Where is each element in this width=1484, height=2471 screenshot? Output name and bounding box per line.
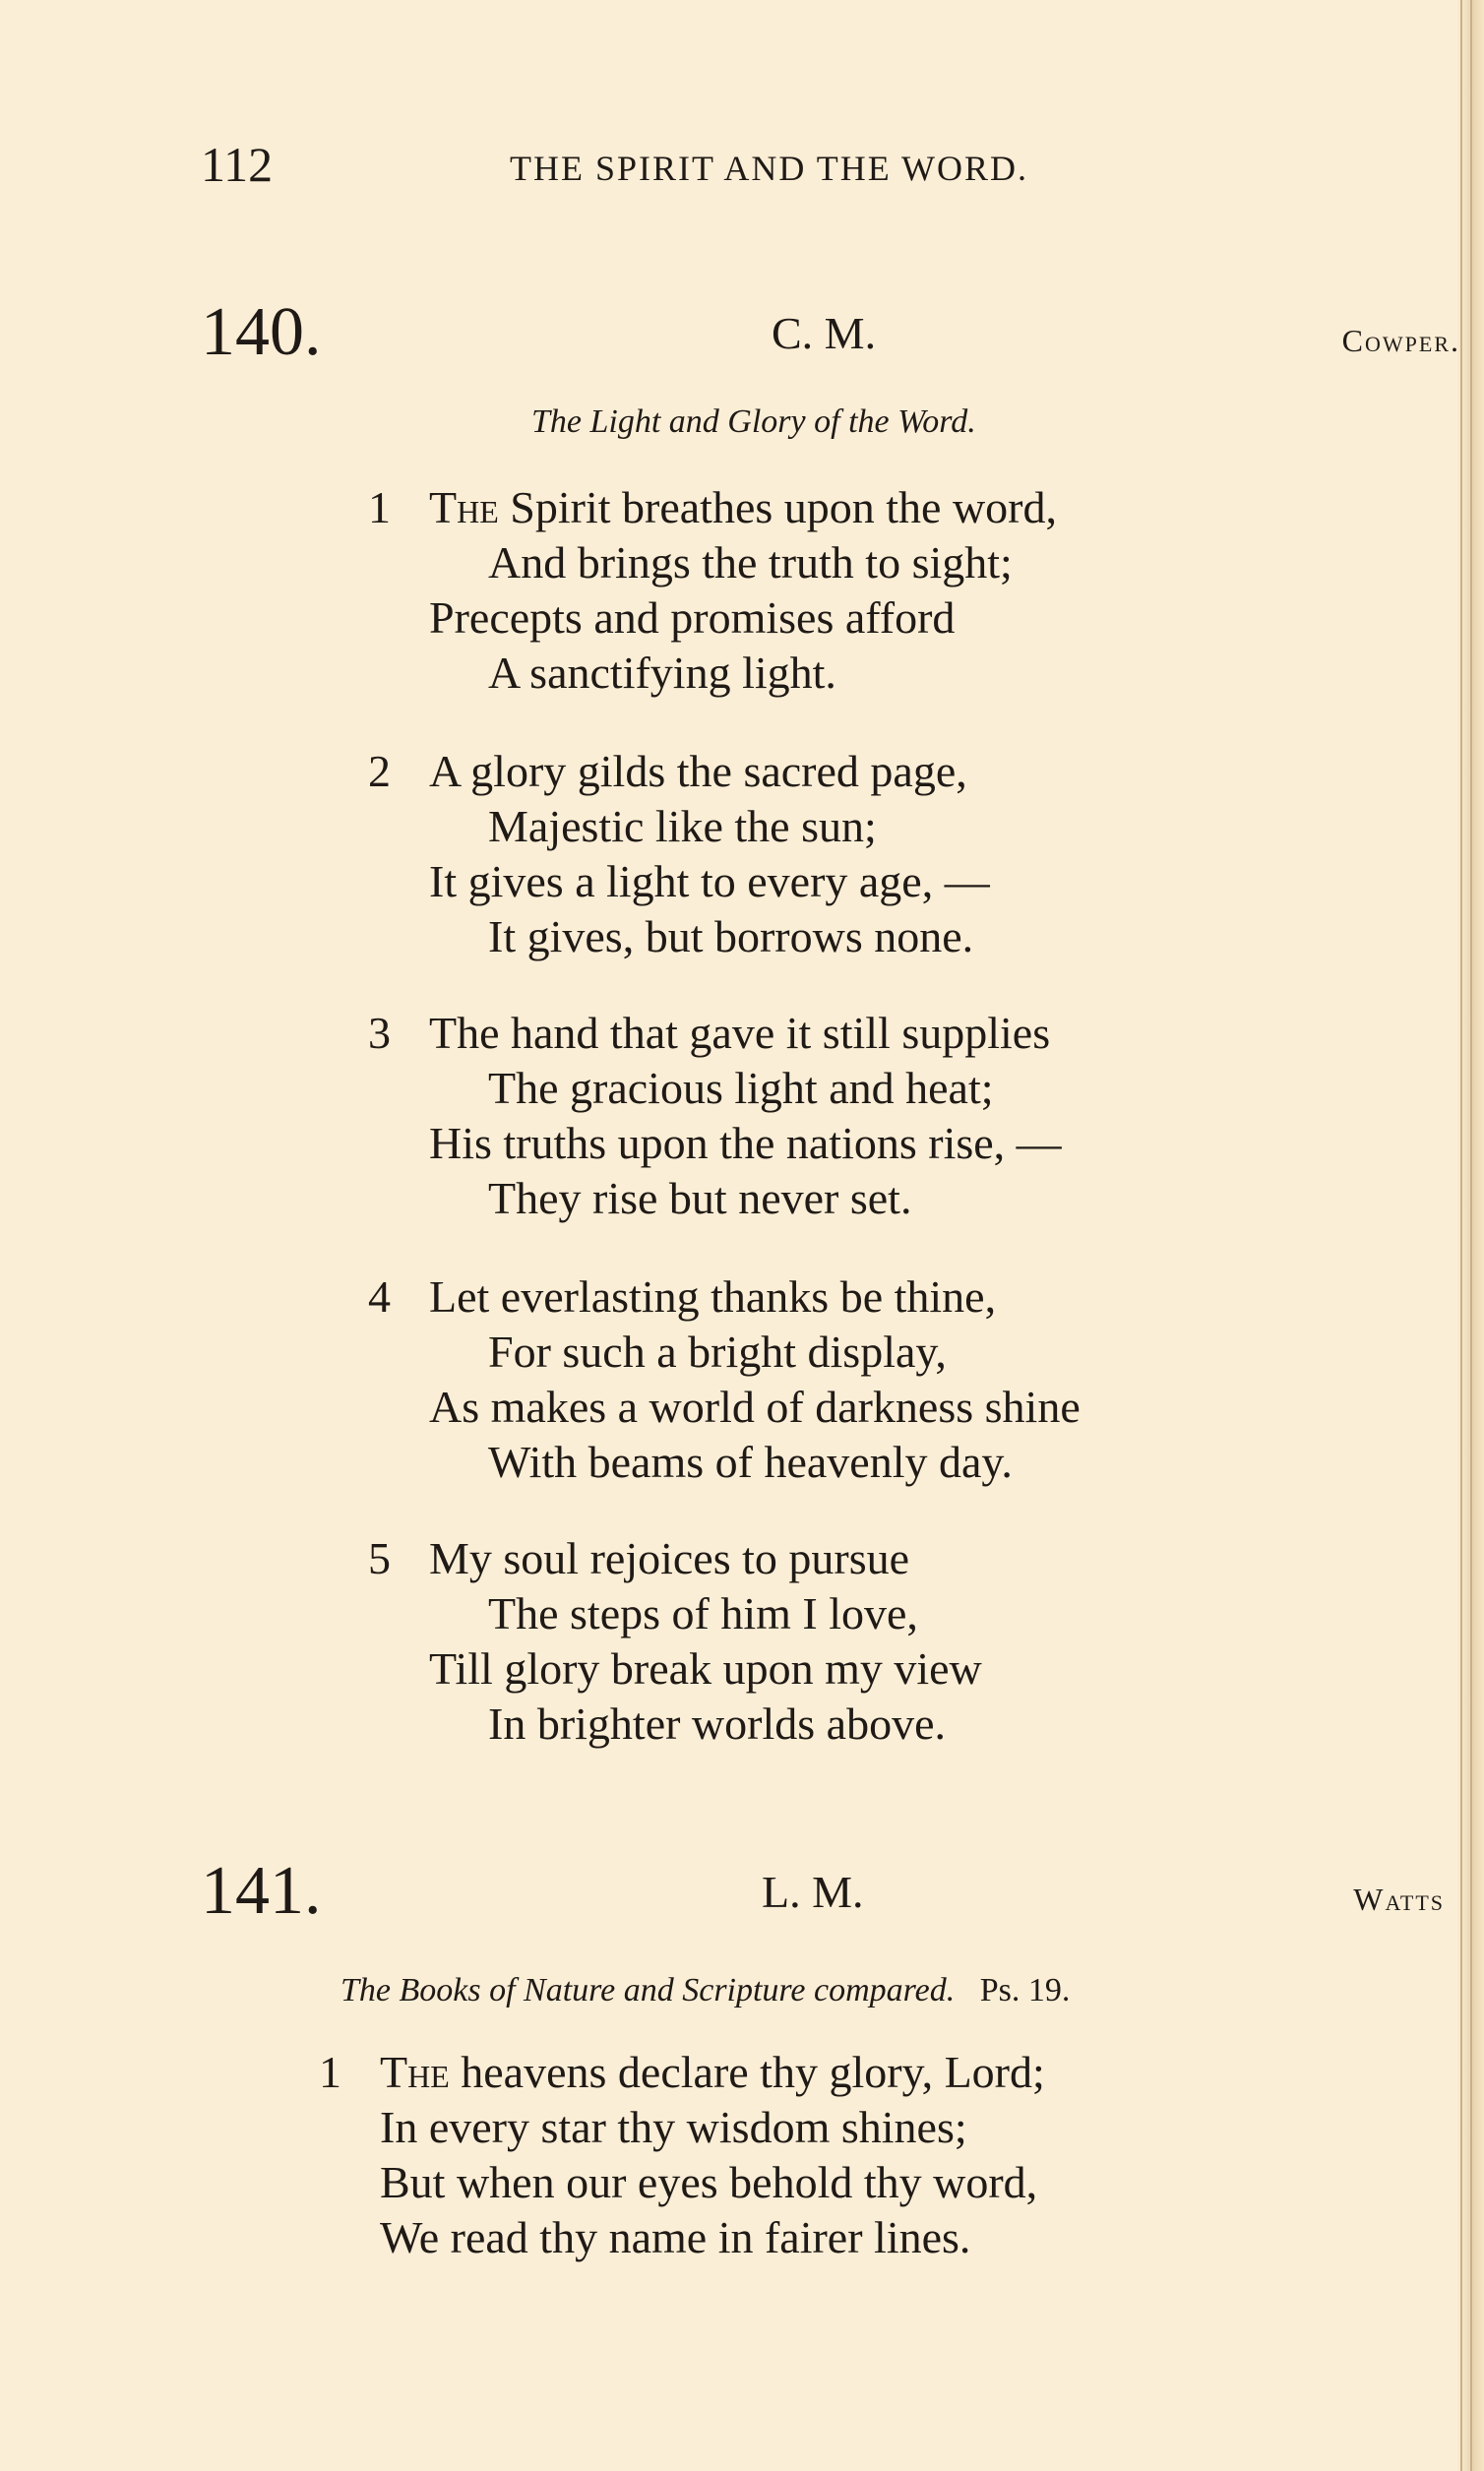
- verse: [368, 744, 990, 964]
- verse-line-text: heavens declare thy glory, Lord;: [449, 2047, 1045, 2097]
- hymn-author: Cowper.: [1341, 323, 1460, 358]
- page-number: 112: [201, 137, 274, 192]
- verse-line: And brings the truth to sight;: [488, 537, 1013, 587]
- verse-line: In brighter worlds above.: [488, 1699, 946, 1749]
- verse-line: My soul rejoices to pursue: [429, 1533, 910, 1583]
- verse-line: It gives, but borrows none.: [488, 911, 974, 961]
- verse-line: [380, 2045, 1045, 2100]
- verse-first-word: The: [429, 482, 499, 532]
- verse-line: His truths upon the nations rise, —: [429, 1118, 1062, 1168]
- hymn-author: Watts: [1353, 1882, 1445, 1917]
- verse-line: Majestic like the sun;: [488, 801, 877, 851]
- verse-line: Precepts and promises afford: [429, 592, 956, 643]
- verse-line: But when our eyes behold thy word,: [380, 2157, 1038, 2207]
- verse-line: The gracious light and heat;: [488, 1063, 994, 1113]
- verse-line: A glory gilds the sacred page,: [429, 746, 967, 796]
- verse-number: 3: [368, 1008, 391, 1058]
- hymn-meter: C. M.: [772, 308, 877, 358]
- verse-line: They rise but never set.: [488, 1173, 912, 1223]
- verse-line: Let everlasting thanks be thine,: [429, 1271, 997, 1322]
- hymn-meter: L. M.: [762, 1867, 864, 1917]
- verse: [319, 2045, 1045, 2265]
- verse-line: [429, 480, 1057, 535]
- verse-number: 1: [368, 482, 391, 532]
- verse-line: In every star thy wisdom shines;: [380, 2102, 967, 2152]
- running-title: THE SPIRIT AND THE WORD.: [510, 149, 1029, 188]
- verse-line: We read thy name in fairer lines.: [380, 2212, 971, 2262]
- verse: [368, 480, 1057, 701]
- verse-line: A sanctifying light.: [488, 648, 836, 698]
- verse-line: The hand that gave it still supplies: [429, 1008, 1051, 1058]
- verse-number: 5: [368, 1533, 391, 1583]
- hymn-number: 141.: [201, 1853, 322, 1929]
- verse-first-word: The: [380, 2047, 450, 2097]
- verse: [368, 1006, 1062, 1226]
- hymn-subtitle: The Light and Glory of the Word.: [531, 403, 976, 440]
- verse-number: 2: [368, 746, 391, 796]
- verse: [368, 1531, 982, 1752]
- verse-line: With beams of heavenly day.: [488, 1437, 1013, 1487]
- hymn-header: [201, 1852, 1445, 1941]
- hymn-subtitle: [340, 1972, 1070, 2009]
- hymn-scripture-ref: Ps. 19.: [979, 1972, 1071, 2008]
- hymn-number: 140.: [201, 294, 322, 370]
- hymn-subtitle-text: The Books of Nature and Scripture compared.: [340, 1972, 956, 2008]
- verse-number: 4: [368, 1271, 391, 1322]
- running-head: [201, 136, 1185, 195]
- hymn-header: [201, 293, 1460, 382]
- verse-line-text: Spirit breathes upon the word,: [498, 482, 1057, 532]
- verse-line: It gives a light to every age, —: [429, 856, 990, 906]
- page-edge-line: [1470, 0, 1472, 2471]
- verse-line: For such a bright display,: [488, 1327, 947, 1377]
- verse-line: Till glory break upon my view: [429, 1643, 982, 1694]
- verse-number: 1: [319, 2047, 341, 2097]
- page-edge-line: [1460, 0, 1462, 2471]
- verse-line: The steps of him I love,: [488, 1588, 918, 1638]
- page-edge: [1456, 0, 1484, 2471]
- verse-line: As makes a world of darkness shine: [429, 1382, 1081, 1432]
- verse: [368, 1269, 1081, 1490]
